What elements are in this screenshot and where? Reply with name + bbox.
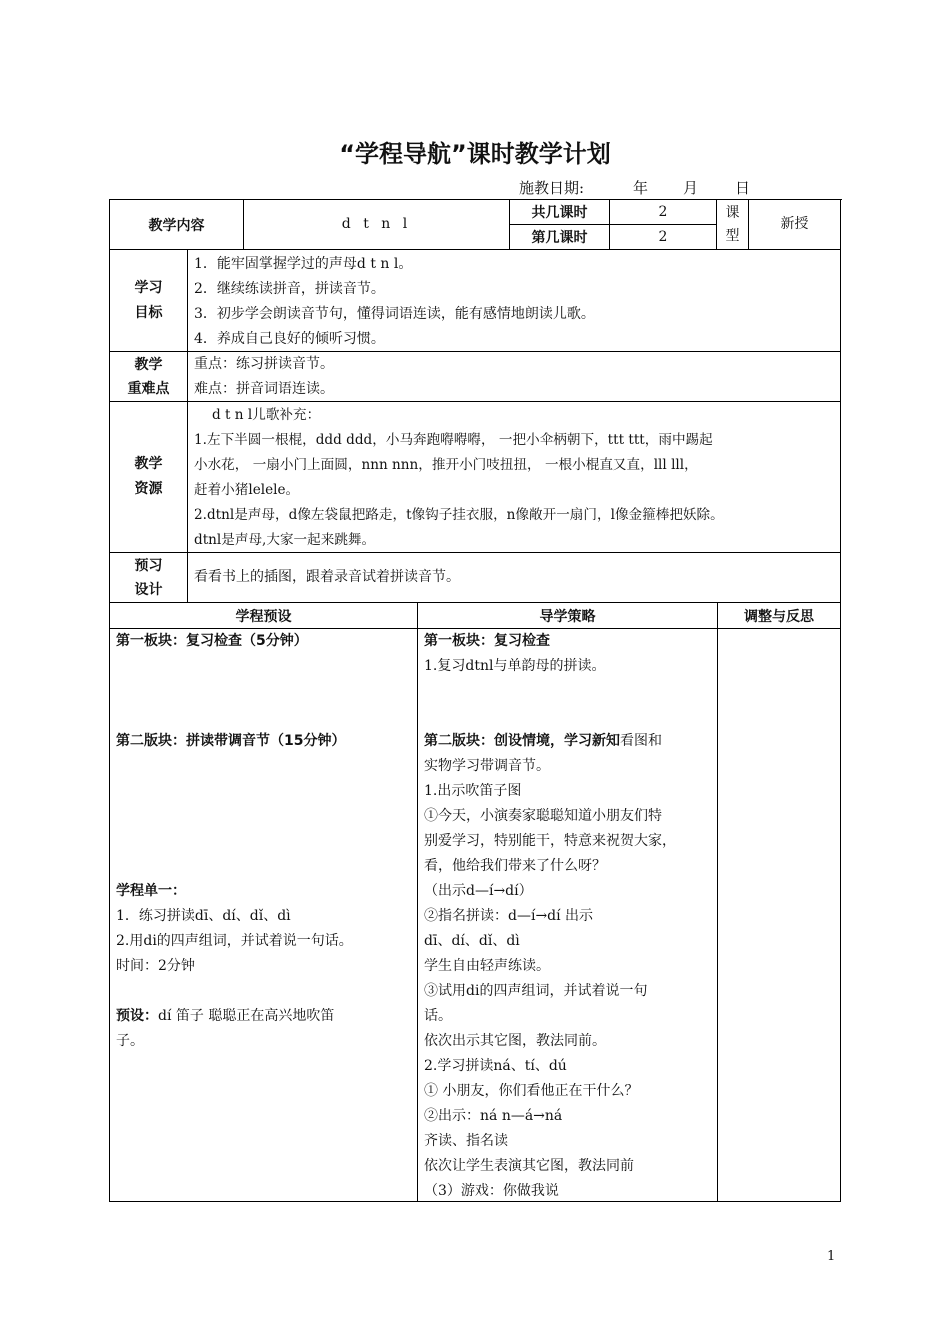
nth-lesson-label: 第几课时 (510, 225, 610, 250)
study-sheet-line: 时间：2分钟 (116, 958, 195, 974)
strategy-line: 齐读、指名读 (424, 1133, 508, 1149)
column-preset: 学程预设 (110, 603, 418, 629)
strategy-line: 学生自由轻声练读。 (424, 958, 550, 974)
strategy-line: 1.出示吹笛子图 (424, 783, 522, 799)
reflection-column (718, 629, 841, 1202)
goal-item: 3．初步学会朗读音节句，懂得词语连读，能有感情地朗读儿歌。 (194, 306, 595, 322)
goals-label-1: 学习 (134, 279, 163, 296)
resource-line: 赶着小猪lelele。 (194, 482, 300, 498)
column-strategy: 导学策略 (418, 603, 718, 629)
goal-item: 4．养成自己良好的倾听习惯。 (194, 331, 385, 347)
study-sheet-line: 2.用di的四声组词，并试着说一句话。 (116, 933, 353, 949)
goals-label (110, 250, 188, 352)
resources-label-1: 教学 (134, 456, 163, 472)
page-number: 1 (827, 1249, 836, 1264)
strategy-line: （3）游戏：你做我说 (424, 1183, 559, 1199)
total-lessons-label: 共几课时 (510, 200, 610, 225)
preset-text-cont: 子。 (116, 1033, 144, 1049)
preset-text: dí 笛子 聪聪正在高兴地吹笛 (158, 1008, 335, 1024)
date-month: 月 (683, 179, 699, 197)
study-sheet-title: 学程单一： (116, 883, 186, 899)
content-label: 教学内容 (110, 200, 244, 250)
strategy-line: ②出示：ná n—á→ná (424, 1108, 563, 1124)
resources-label (110, 402, 188, 553)
key-points-label-1: 教学 (134, 356, 163, 373)
resource-line: 小水花， 一扇小门上面圆，nnn nnn，推开小门吱扭扭， 一根小棍直又直，lll lll， (194, 457, 698, 473)
strategy-block-2-title: 第二版块：创设情境，学习新知 (424, 733, 620, 749)
strategy-line: （出示d—í→dí） (424, 883, 533, 899)
strategy-block-2-rest: 看图和 (620, 733, 662, 749)
goals-content (188, 250, 841, 352)
resource-line: d t n l儿歌补充： (212, 407, 321, 423)
lesson-plan-table (109, 199, 842, 1202)
preview-label-1: 预习 (134, 557, 163, 574)
strategy-line: ②指名拼读：d—í→dí 出示 (424, 908, 594, 924)
strategy-line: 依次出示其它图，教法同前。 (424, 1033, 606, 1049)
lesson-type-label-1: 课 (725, 204, 740, 221)
resources-content (188, 402, 841, 553)
strategy-column (418, 629, 718, 1202)
teaching-date (519, 177, 750, 198)
preset-block-1: 第一板块：复习检查（5分钟） (116, 633, 308, 649)
strategy-block-1-line: 1.复习dtnl与单韵母的拼读。 (424, 658, 606, 674)
preview-label (110, 553, 188, 603)
preset-column (110, 629, 418, 1202)
column-reflection: 调整与反思 (718, 603, 841, 629)
strategy-line: 2.学习拼读ná、tí、dú (424, 1058, 567, 1074)
lesson-type-label (717, 200, 749, 250)
strategy-line: 看，他给我们带来了什么呀？ (424, 858, 606, 874)
strategy-line: 话。 (424, 1008, 452, 1024)
goal-item: 1．能牢固掌握学过的声母d t n l。 (194, 256, 413, 272)
strategy-line: ① 小朋友，你们看他正在干什么？ (424, 1083, 639, 1099)
preview-label-2: 设计 (134, 581, 163, 598)
resource-line: dtnl是声母,大家一起来跳舞。 (194, 532, 376, 548)
key-points-label (110, 352, 188, 402)
strategy-line: ③试用di的四声组词，并试着说一句 (424, 983, 648, 999)
goals-label-2: 目标 (134, 304, 163, 321)
study-sheet-line: 1．练习拼读dī、dí、dǐ、dì (116, 908, 291, 924)
preset-label: 预设： (116, 1008, 158, 1024)
strategy-line: dī、dí、dǐ、dì (424, 933, 520, 949)
strategy-block-1-title: 第一板块：复习检查 (424, 633, 550, 649)
key-point: 重点：练习拼读音节。 (194, 356, 334, 372)
content-value: d t n l (244, 200, 510, 250)
strategy-line: 别爱学习，特别能干，特意来祝贺大家， (424, 833, 676, 849)
resources-label-2: 资源 (134, 481, 163, 497)
lesson-type-value: 新授 (749, 200, 841, 250)
date-day: 日 (735, 179, 751, 197)
resource-line: 1.左下半圆一根棍，ddd ddd，小马奔跑嘚嘚嘚， 一把小伞柄朝下，ttt ttt，雨中踢起 (194, 432, 713, 448)
page-title: “学程导航”课时教学计划 (339, 140, 611, 168)
key-points-label-2: 重难点 (127, 380, 170, 397)
goal-item: 2．继续练读拼音，拼读音节。 (194, 281, 385, 297)
difficult-point: 难点：拼音词语连读。 (194, 381, 334, 397)
preview-content: 看看书上的插图，跟着录音试着拼读音节。 (188, 553, 841, 603)
date-label: 施教日期: (519, 179, 585, 197)
preset-block-2: 第二版块：拼读带调音节（15分钟） (116, 733, 346, 749)
nth-lesson-value: 2 (610, 225, 717, 250)
lesson-type-label-2: 型 (725, 227, 740, 244)
total-lessons-value: 2 (610, 200, 717, 225)
strategy-line: 实物学习带调音节。 (424, 758, 550, 774)
resource-line: 2.dtnl是声母，d像左袋鼠把路走，t像钩子挂衣服，n像敞开一扇门，l像金箍棒把妖除。 (194, 507, 724, 523)
strategy-line: 依次让学生表演其它图，教法同前 (424, 1158, 634, 1174)
strategy-line: ①今天，小演奏家聪聪知道小朋友们特 (424, 808, 662, 824)
key-points-content (188, 352, 841, 402)
date-year: 年 (633, 179, 649, 197)
